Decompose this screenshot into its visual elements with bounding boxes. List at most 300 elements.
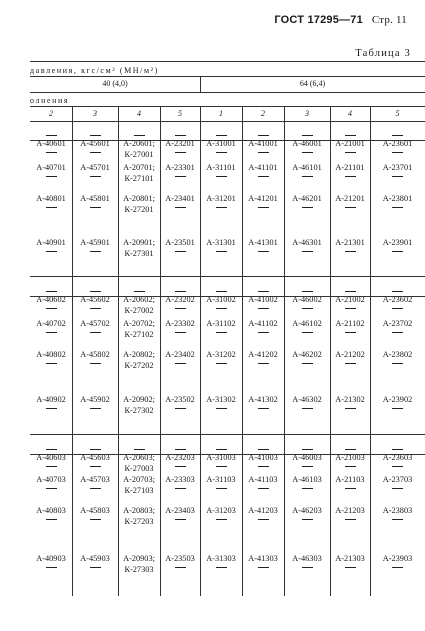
empty-dash — [216, 363, 227, 364]
table-cell — [118, 452, 160, 474]
empty-dash — [345, 308, 356, 309]
empty-dash — [258, 152, 269, 153]
table-cell — [160, 446, 200, 450]
column-rule — [330, 106, 331, 596]
table-cell — [370, 474, 425, 489]
execution-label: олнения — [30, 96, 70, 105]
table-cell — [242, 193, 284, 208]
designation-text: К-27001 — [124, 150, 154, 159]
empty-dash — [302, 332, 313, 333]
designation-text: А-46303 — [292, 554, 322, 563]
table-cell — [200, 288, 242, 292]
empty-dash — [345, 207, 356, 208]
empty-dash — [345, 251, 356, 252]
table-title: Таблица 3 — [355, 48, 411, 59]
empty-dash — [345, 519, 356, 520]
column-rule — [284, 106, 285, 596]
empty-dash — [90, 308, 101, 309]
designation-text: А-45701 — [80, 163, 110, 172]
designation-text: К-27003 — [124, 464, 154, 473]
empty-dash — [46, 567, 57, 568]
designation-text: А-23902 — [382, 395, 413, 404]
designation-text: А-31101 — [206, 163, 236, 172]
empty-dash — [392, 308, 403, 309]
designation-text: А-21001 — [335, 139, 365, 148]
designation-text: А-31201 — [206, 194, 236, 203]
column-number: 5 — [395, 109, 400, 118]
designation-text: А-31303 — [206, 554, 236, 563]
column-number: 3 — [93, 109, 97, 118]
table-cell — [330, 505, 370, 520]
empty-dash — [175, 308, 186, 309]
designation-text: А-40602 — [36, 295, 66, 304]
table-cell — [160, 318, 200, 333]
designation-text: А-45601 — [80, 139, 110, 148]
empty-dash — [258, 466, 269, 467]
empty-dash — [46, 207, 57, 208]
empty-dash — [90, 152, 101, 153]
table-cell — [370, 505, 425, 520]
table-cell — [242, 237, 284, 252]
designation-text: А-40803 — [36, 506, 66, 515]
empty-dash — [258, 308, 269, 309]
table-cell — [330, 474, 370, 489]
designation-text: А-41203 — [248, 506, 278, 515]
empty-dash — [302, 488, 313, 489]
empty-dash — [134, 135, 145, 136]
empty-dash — [175, 449, 186, 450]
empty-dash — [90, 207, 101, 208]
designation-text: А-23302 — [165, 319, 195, 328]
designation-text: А-45803 — [80, 506, 110, 515]
table-cell — [72, 349, 118, 364]
designation-text: А-46302 — [292, 395, 322, 404]
designation-text: А-31001 — [206, 139, 236, 148]
table-cell — [330, 349, 370, 364]
designation-text: А-23503 — [165, 554, 195, 563]
table-cell — [242, 446, 284, 450]
table-cell — [242, 162, 284, 177]
table-cell — [200, 193, 242, 208]
designation-text: А-40802 — [36, 350, 66, 359]
designation-text: А-21003 — [335, 453, 365, 462]
designation-text: А-40801 — [36, 194, 66, 203]
table-cell — [242, 288, 284, 292]
table-cell — [160, 553, 200, 568]
empty-dash — [46, 291, 57, 292]
empty-dash — [46, 135, 57, 136]
designation-text: А-31301 — [206, 238, 236, 247]
empty-dash — [392, 519, 403, 520]
empty-dash — [216, 291, 227, 292]
table-cell — [370, 237, 425, 252]
table-cell — [284, 288, 330, 292]
designation-text: А-21302 — [335, 395, 365, 404]
empty-dash — [345, 332, 356, 333]
designation-text: А-20603; — [123, 453, 155, 462]
designation-text: А-41201 — [248, 194, 278, 203]
table-cell — [200, 237, 242, 252]
table-cell — [284, 162, 330, 177]
empty-dash — [302, 519, 313, 520]
table-cell — [370, 318, 425, 333]
table-cell — [72, 193, 118, 208]
designation-text: А-31202 — [206, 350, 236, 359]
row-rule — [30, 434, 425, 435]
designation-text: А-23401 — [165, 194, 195, 203]
table-cell — [118, 474, 160, 496]
table-cell — [72, 505, 118, 520]
designation-text: А-41302 — [248, 395, 278, 404]
designation-text: А-23802 — [382, 350, 413, 359]
table-cell — [284, 349, 330, 364]
empty-dash — [216, 135, 227, 136]
designation-text: А-46301 — [292, 238, 322, 247]
designation-text: А-23402 — [165, 350, 195, 359]
empty-dash — [175, 519, 186, 520]
designation-text: А-20801; — [123, 194, 155, 203]
empty-dash — [392, 207, 403, 208]
empty-dash — [392, 408, 403, 409]
column-number: 1 — [219, 109, 223, 118]
table-cell — [284, 553, 330, 568]
designation-text: А-45903 — [80, 554, 110, 563]
table-cell — [284, 237, 330, 252]
designation-text: А-23703 — [382, 475, 413, 484]
pressure-rule — [30, 76, 425, 77]
table-cell — [330, 446, 370, 450]
designation-text: А-46001 — [292, 139, 322, 148]
empty-dash — [216, 466, 227, 467]
designation-text: А-23702 — [382, 319, 413, 328]
designation-text: К-27203 — [124, 517, 154, 526]
empty-dash — [302, 408, 313, 409]
empty-dash — [302, 567, 313, 568]
designation-text: А-20601; — [123, 139, 155, 148]
designation-text: А-21301 — [335, 238, 365, 247]
empty-dash — [258, 363, 269, 364]
table-cell — [200, 394, 242, 409]
column-rule — [72, 106, 73, 596]
designation-text: А-21103 — [335, 475, 365, 484]
empty-dash — [216, 176, 227, 177]
designation-text: А-31002 — [206, 295, 236, 304]
designation-text: А-41002 — [248, 295, 278, 304]
designation-text: А-41101 — [248, 163, 278, 172]
table-cell — [330, 237, 370, 252]
table-cell — [370, 162, 425, 177]
designation-text: А-45603 — [80, 453, 110, 462]
designation-text: К-27302 — [124, 406, 154, 415]
table-cell — [72, 132, 118, 136]
empty-dash — [345, 363, 356, 364]
table-cell — [118, 505, 160, 527]
designation-text: А-45902 — [80, 395, 110, 404]
empty-dash — [392, 291, 403, 292]
table-cell — [200, 474, 242, 489]
table-cell — [72, 162, 118, 177]
designation-text: К-27202 — [124, 361, 154, 370]
designation-text: А-31102 — [206, 319, 236, 328]
designation-text: А-23602 — [382, 295, 413, 304]
table-cell — [118, 162, 160, 184]
table-cell — [160, 505, 200, 520]
pressure-label: давления, кгс/см² (МН/м²) — [30, 66, 159, 75]
column-number-rule — [30, 121, 425, 122]
table-cell — [242, 132, 284, 136]
table-cell — [118, 394, 160, 416]
row-rule — [30, 454, 425, 455]
empty-dash — [302, 135, 313, 136]
table-cell — [160, 193, 200, 208]
empty-dash — [46, 449, 57, 450]
empty-dash — [302, 207, 313, 208]
designation-text: А-46102 — [292, 319, 322, 328]
empty-dash — [302, 449, 313, 450]
designation-text: А-41003 — [248, 453, 278, 462]
designation-text: А-40903 — [36, 554, 66, 563]
table-cell — [30, 132, 72, 136]
designation-text: А-23603 — [382, 453, 413, 462]
table-cell — [370, 288, 425, 292]
table-cell — [330, 394, 370, 409]
standard-number: ГОСТ 17295—71 — [274, 14, 363, 26]
designation-text: К-27301 — [124, 249, 154, 258]
empty-dash — [46, 519, 57, 520]
table-cell — [200, 349, 242, 364]
designation-text: А-46003 — [292, 453, 322, 462]
empty-dash — [258, 332, 269, 333]
empty-dash — [392, 488, 403, 489]
table-cell — [200, 162, 242, 177]
column-number: 2 — [49, 109, 53, 118]
table-cell — [330, 193, 370, 208]
designation-text: А-20703; — [123, 475, 155, 484]
empty-dash — [46, 251, 57, 252]
designation-text: А-46002 — [292, 295, 322, 304]
table-cell — [118, 446, 160, 450]
designation-text: А-23502 — [165, 395, 195, 404]
designation-text: А-40703 — [36, 475, 66, 484]
designation-text: А-46201 — [292, 194, 322, 203]
table-cell — [200, 132, 242, 136]
empty-dash — [258, 291, 269, 292]
designation-text: А-23303 — [165, 475, 195, 484]
table-cell — [30, 237, 72, 252]
designation-text: А-41301 — [248, 238, 278, 247]
table-cell — [370, 394, 425, 409]
designation-text: А-20701; — [123, 163, 155, 172]
column-number: 3 — [305, 109, 309, 118]
designation-text: А-41001 — [248, 139, 278, 148]
table-cell — [72, 318, 118, 333]
designation-text: А-45801 — [80, 194, 110, 203]
designation-text: А-46103 — [292, 475, 322, 484]
designation-text: А-41303 — [248, 554, 278, 563]
designation-text: А-40702 — [36, 319, 66, 328]
empty-dash — [302, 251, 313, 252]
designation-text: А-31302 — [206, 395, 236, 404]
table-cell — [330, 162, 370, 177]
empty-dash — [216, 207, 227, 208]
column-number: 2 — [261, 109, 265, 118]
table-cell — [118, 288, 160, 292]
table-cell — [72, 394, 118, 409]
pressure-group-40: 40 (4,0) — [102, 79, 128, 88]
empty-dash — [90, 135, 101, 136]
empty-dash — [216, 449, 227, 450]
table-cell — [284, 394, 330, 409]
empty-dash — [175, 176, 186, 177]
table-cell — [160, 349, 200, 364]
empty-dash — [175, 488, 186, 489]
empty-dash — [90, 488, 101, 489]
empty-dash — [345, 567, 356, 568]
table-cell — [160, 237, 200, 252]
designation-text: А-23901 — [382, 238, 413, 247]
designation-text: А-23403 — [165, 506, 195, 515]
empty-dash — [46, 308, 57, 309]
table-cell — [284, 132, 330, 136]
empty-dash — [392, 567, 403, 568]
empty-dash — [216, 567, 227, 568]
designation-text: А-23301 — [165, 163, 195, 172]
empty-dash — [302, 363, 313, 364]
designation-text: А-45602 — [80, 295, 110, 304]
designation-text: К-27101 — [124, 174, 154, 183]
table-cell — [242, 394, 284, 409]
designation-text: А-23801 — [382, 194, 413, 203]
table-cell — [72, 553, 118, 568]
designation-text: А-46203 — [292, 506, 322, 515]
empty-dash — [175, 466, 186, 467]
designation-text: А-45901 — [80, 238, 110, 247]
empty-dash — [392, 449, 403, 450]
empty-dash — [134, 449, 145, 450]
empty-dash — [175, 408, 186, 409]
designation-text: А-20802; — [123, 350, 155, 359]
empty-dash — [302, 176, 313, 177]
empty-dash — [392, 332, 403, 333]
page-header — [274, 14, 407, 26]
table-cell — [30, 474, 72, 489]
table-cell — [330, 553, 370, 568]
empty-dash — [345, 152, 356, 153]
designation-text: А-23803 — [382, 506, 413, 515]
designation-text: А-21303 — [335, 554, 365, 563]
empty-dash — [216, 519, 227, 520]
pressure-group-64: 64 (6,4) — [299, 79, 326, 88]
designation-text: А-40902 — [36, 395, 66, 404]
empty-dash — [302, 152, 313, 153]
empty-dash — [46, 363, 57, 364]
designation-text: А-23501 — [165, 238, 195, 247]
empty-dash — [90, 519, 101, 520]
designation-text: К-27102 — [124, 330, 154, 339]
table-cell — [160, 474, 200, 489]
empty-dash — [258, 251, 269, 252]
column-number: 4 — [137, 109, 141, 118]
table-cell — [200, 505, 242, 520]
empty-dash — [90, 291, 101, 292]
designation-text: К-27002 — [124, 306, 154, 315]
table-cell — [30, 193, 72, 208]
designation-text: К-27201 — [124, 205, 154, 214]
column-number: 4 — [348, 109, 352, 118]
empty-dash — [216, 152, 227, 153]
empty-dash — [345, 135, 356, 136]
empty-dash — [345, 488, 356, 489]
table-cell — [284, 446, 330, 450]
empty-dash — [175, 291, 186, 292]
empty-dash — [258, 519, 269, 520]
empty-dash — [302, 291, 313, 292]
table-cell — [160, 132, 200, 136]
empty-dash — [134, 291, 145, 292]
execution-rule — [30, 106, 425, 107]
empty-dash — [90, 363, 101, 364]
designation-text: А-23701 — [382, 163, 413, 172]
column-rule — [200, 106, 201, 596]
empty-dash — [90, 176, 101, 177]
designation-text: А-41202 — [248, 350, 278, 359]
designation-text: А-23601 — [382, 139, 413, 148]
table-cell — [242, 318, 284, 333]
table-cell — [118, 553, 160, 575]
empty-dash — [302, 308, 313, 309]
designation-text: А-21102 — [335, 319, 365, 328]
empty-dash — [175, 251, 186, 252]
designation-text: А-31203 — [206, 506, 236, 515]
empty-dash — [302, 466, 313, 467]
table-cell — [118, 132, 160, 136]
empty-dash — [46, 488, 57, 489]
table-cell — [72, 288, 118, 292]
empty-dash — [90, 567, 101, 568]
designation-text: А-21202 — [335, 350, 365, 359]
empty-dash — [175, 135, 186, 136]
empty-dash — [345, 466, 356, 467]
table-cell — [330, 318, 370, 333]
table-cell — [370, 193, 425, 208]
table-cell — [30, 288, 72, 292]
row-rule — [30, 296, 425, 297]
designation-text: А-21002 — [335, 295, 365, 304]
empty-dash — [90, 251, 101, 252]
empty-dash — [258, 176, 269, 177]
designation-text: А-41103 — [248, 475, 278, 484]
empty-dash — [90, 449, 101, 450]
empty-dash — [258, 408, 269, 409]
table-cell — [370, 446, 425, 450]
empty-dash — [175, 332, 186, 333]
empty-dash — [46, 176, 57, 177]
empty-dash — [216, 408, 227, 409]
empty-dash — [175, 207, 186, 208]
empty-dash — [216, 251, 227, 252]
table-cell — [200, 318, 242, 333]
designation-text: А-31103 — [206, 475, 236, 484]
empty-dash — [392, 251, 403, 252]
designation-text: А-40701 — [36, 163, 66, 172]
table-cell — [160, 162, 200, 177]
column-number: 5 — [178, 109, 182, 118]
designation-text: А-40901 — [36, 238, 66, 247]
column-rule — [370, 106, 371, 596]
designation-text: А-21101 — [335, 163, 365, 172]
designation-text: А-20902; — [123, 395, 155, 404]
empty-dash — [90, 466, 101, 467]
